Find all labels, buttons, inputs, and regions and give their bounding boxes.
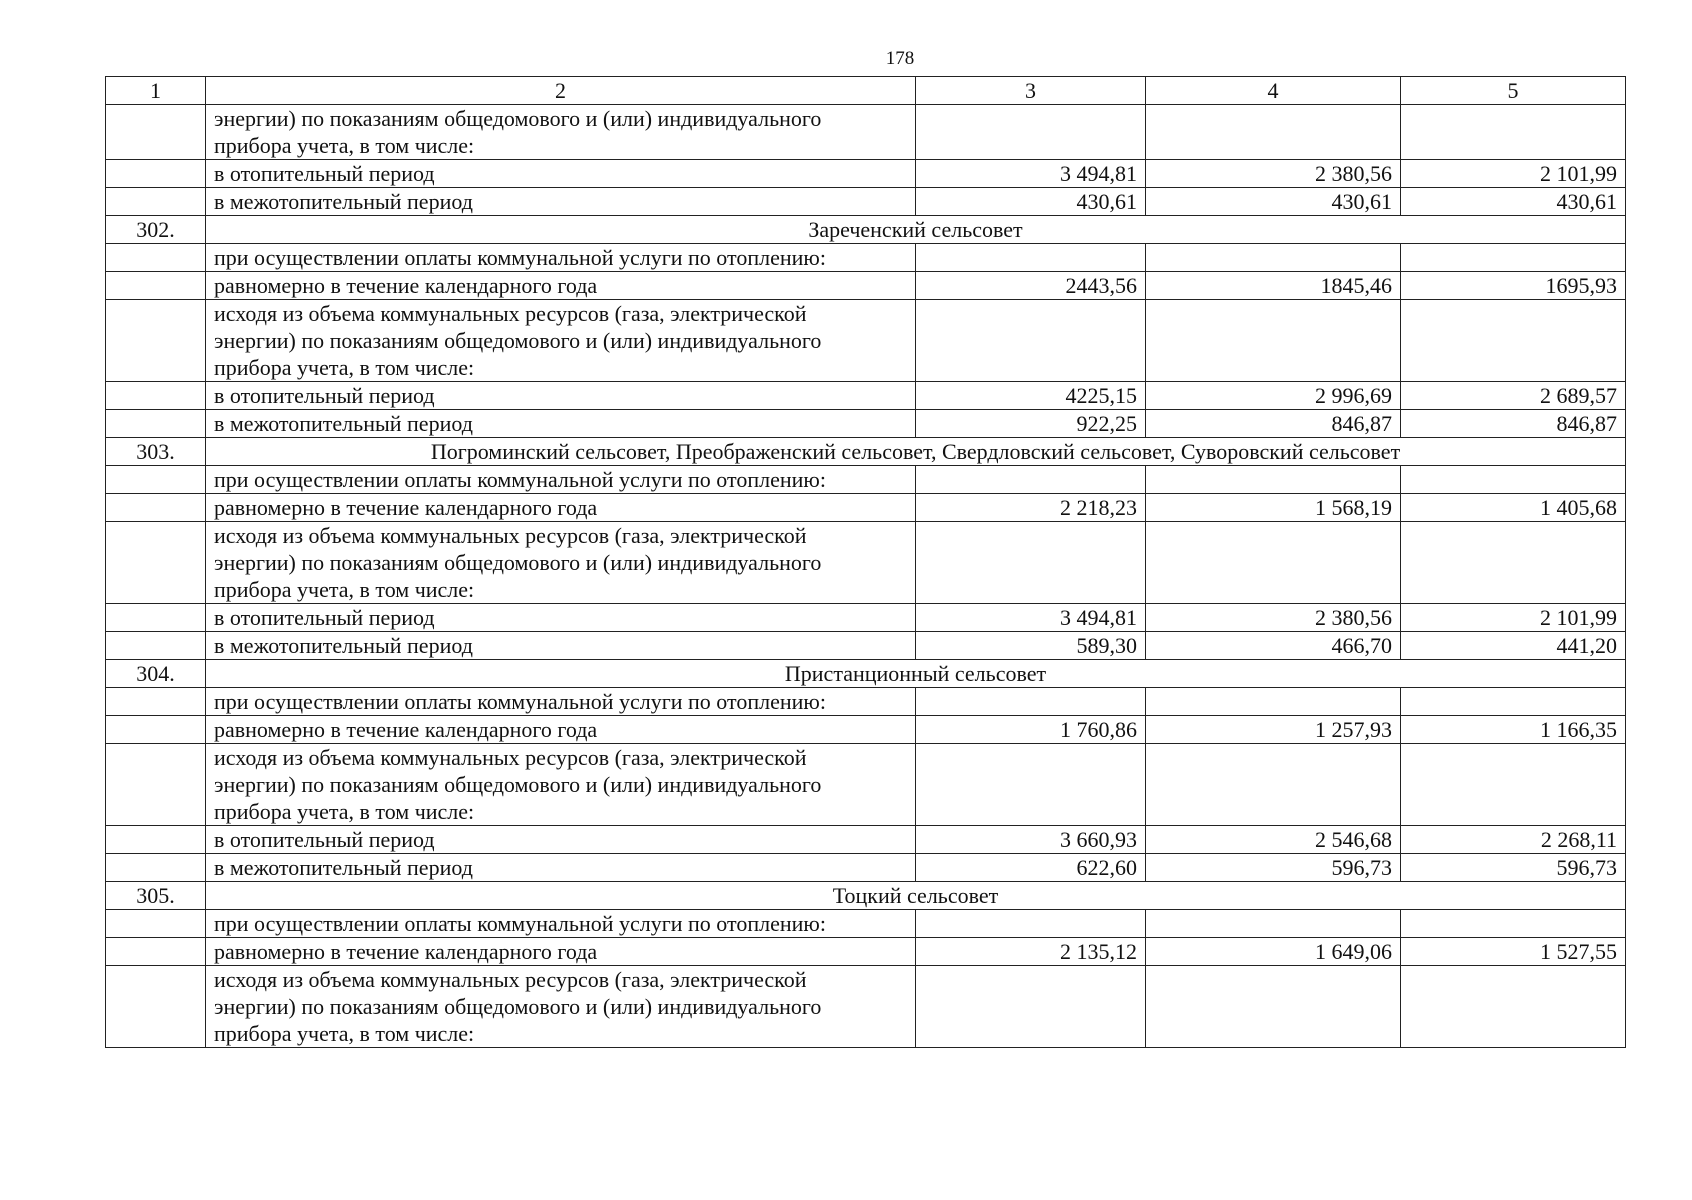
empty-number-cell <box>106 272 206 300</box>
row-label: в межотопительный период <box>206 854 916 882</box>
value-col5: 1 527,55 <box>1401 938 1626 966</box>
table-row <box>106 105 1626 160</box>
row-description <box>206 105 916 160</box>
empty-value-cell-col3 <box>916 966 1146 1048</box>
empty-number-cell <box>106 244 206 272</box>
description-line: энергии) по показаниям общедомового и (или) индивидуального <box>214 550 822 575</box>
section-title: Зареченский сельсовет <box>206 216 1626 244</box>
value-col4: 2 380,56 <box>1146 160 1401 188</box>
section-number: 305. <box>106 882 206 910</box>
table-row <box>106 744 1626 826</box>
description-line: прибора учета, в том числе: <box>214 133 475 158</box>
table-row <box>106 188 1626 216</box>
row-description <box>206 744 916 826</box>
value-col3: 2 218,23 <box>916 494 1146 522</box>
value-col5: 430,61 <box>1401 188 1626 216</box>
description-line: энергии) по показаниям общедомового и (или) индивидуального <box>214 772 822 797</box>
table-row <box>106 660 1626 688</box>
empty-number-cell <box>106 632 206 660</box>
empty-number-cell <box>106 966 206 1048</box>
value-col5: 1 405,68 <box>1401 494 1626 522</box>
table-row <box>106 300 1626 382</box>
empty-value-cell-col3 <box>916 522 1146 604</box>
value-col4: 1 568,19 <box>1146 494 1401 522</box>
value-col4: 2 546,68 <box>1146 826 1401 854</box>
value-col5: 2 268,11 <box>1401 826 1626 854</box>
empty-value-cell-col4 <box>1146 244 1401 272</box>
section-number: 304. <box>106 660 206 688</box>
table-row <box>106 826 1626 854</box>
description-line: прибора учета, в том числе: <box>214 577 475 602</box>
empty-value-cell-col3 <box>916 910 1146 938</box>
empty-value-cell-col4 <box>1146 910 1401 938</box>
empty-value-cell-col5 <box>1401 300 1626 382</box>
row-label: в межотопительный период <box>206 410 916 438</box>
value-col5: 846,87 <box>1401 410 1626 438</box>
table-row <box>106 522 1626 604</box>
value-col3: 4225,15 <box>916 382 1146 410</box>
description-line: при осуществлении оплаты коммунальной услуги по отоплению: <box>214 689 826 714</box>
empty-number-cell <box>106 826 206 854</box>
empty-number-cell <box>106 938 206 966</box>
row-description <box>206 522 916 604</box>
column-header-3: 3 <box>916 77 1146 105</box>
table-row <box>106 910 1626 938</box>
description-line: прибора учета, в том числе: <box>214 799 475 824</box>
empty-number-cell <box>106 854 206 882</box>
tariff-table <box>105 76 1626 1048</box>
empty-value-cell-col4 <box>1146 105 1401 160</box>
empty-number-cell <box>106 188 206 216</box>
section-number: 303. <box>106 438 206 466</box>
description-line: энергии) по показаниям общедомового и (или) индивидуального <box>214 328 822 353</box>
empty-number-cell <box>106 160 206 188</box>
row-label: в отопительный период <box>206 382 916 410</box>
value-col5: 2 101,99 <box>1401 160 1626 188</box>
value-col4: 466,70 <box>1146 632 1401 660</box>
row-description <box>206 966 916 1048</box>
table-row <box>106 938 1626 966</box>
tariff-table-body <box>106 77 1626 1048</box>
empty-value-cell-col3 <box>916 688 1146 716</box>
empty-number-cell <box>106 466 206 494</box>
value-col4: 596,73 <box>1146 854 1401 882</box>
empty-value-cell-col5 <box>1401 688 1626 716</box>
table-row <box>106 216 1626 244</box>
empty-number-cell <box>106 910 206 938</box>
empty-value-cell-col4 <box>1146 966 1401 1048</box>
row-label: равномерно в течение календарного года <box>206 938 916 966</box>
table-row <box>106 438 1626 466</box>
value-col3: 3 660,93 <box>916 826 1146 854</box>
value-col4: 846,87 <box>1146 410 1401 438</box>
empty-value-cell-col5 <box>1401 910 1626 938</box>
section-number: 302. <box>106 216 206 244</box>
table-row <box>106 466 1626 494</box>
section-title: Погроминский сельсовет, Преображенский сельсовет, Свердловский сельсовет, Суворовский сельсовет <box>206 438 1626 466</box>
empty-number-cell <box>106 604 206 632</box>
table-row <box>106 160 1626 188</box>
empty-value-cell-col3 <box>916 300 1146 382</box>
section-title: Пристанционный сельсовет <box>206 660 1626 688</box>
value-col3: 622,60 <box>916 854 1146 882</box>
empty-number-cell <box>106 744 206 826</box>
empty-value-cell-col5 <box>1401 744 1626 826</box>
table-row <box>106 244 1626 272</box>
value-col4: 1845,46 <box>1146 272 1401 300</box>
empty-value-cell-col3 <box>916 466 1146 494</box>
value-col5: 441,20 <box>1401 632 1626 660</box>
empty-value-cell-col5 <box>1401 966 1626 1048</box>
column-header-1: 1 <box>106 77 206 105</box>
row-label: в межотопительный период <box>206 188 916 216</box>
value-col4: 1 257,93 <box>1146 716 1401 744</box>
row-description <box>206 300 916 382</box>
value-col3: 1 760,86 <box>916 716 1146 744</box>
section-title: Тоцкий сельсовет <box>206 882 1626 910</box>
empty-number-cell <box>106 716 206 744</box>
table-row <box>106 966 1626 1048</box>
empty-number-cell <box>106 105 206 160</box>
row-description <box>206 244 916 272</box>
row-label: равномерно в течение календарного года <box>206 494 916 522</box>
value-col3: 430,61 <box>916 188 1146 216</box>
value-col3: 2 135,12 <box>916 938 1146 966</box>
row-label: в отопительный период <box>206 160 916 188</box>
row-description <box>206 688 916 716</box>
value-col3: 922,25 <box>916 410 1146 438</box>
description-line: исходя из объема коммунальных ресурсов (газа, электрической <box>214 301 807 326</box>
description-line: энергии) по показаниям общедомового и (или) индивидуального <box>214 994 822 1019</box>
description-line: исходя из объема коммунальных ресурсов (газа, электрической <box>214 745 807 770</box>
value-col3: 2443,56 <box>916 272 1146 300</box>
value-col5: 2 101,99 <box>1401 604 1626 632</box>
empty-value-cell-col3 <box>916 744 1146 826</box>
empty-number-cell <box>106 300 206 382</box>
table-row <box>106 494 1626 522</box>
value-col3: 3 494,81 <box>916 604 1146 632</box>
value-col5: 2 689,57 <box>1401 382 1626 410</box>
empty-number-cell <box>106 382 206 410</box>
empty-number-cell <box>106 410 206 438</box>
row-label: равномерно в течение календарного года <box>206 272 916 300</box>
description-line: при осуществлении оплаты коммунальной услуги по отоплению: <box>214 467 826 492</box>
column-header-4: 4 <box>1146 77 1401 105</box>
table-row <box>106 410 1626 438</box>
column-header-5: 5 <box>1401 77 1626 105</box>
table-row <box>106 882 1626 910</box>
empty-value-cell-col5 <box>1401 522 1626 604</box>
description-line: прибора учета, в том числе: <box>214 1021 475 1046</box>
empty-value-cell-col3 <box>916 105 1146 160</box>
description-line: при осуществлении оплаты коммунальной услуги по отоплению: <box>214 911 826 936</box>
value-col4: 430,61 <box>1146 188 1401 216</box>
description-line: при осуществлении оплаты коммунальной услуги по отоплению: <box>214 245 826 270</box>
column-header-2: 2 <box>206 77 916 105</box>
empty-value-cell-col3 <box>916 244 1146 272</box>
table-row <box>106 716 1626 744</box>
value-col3: 589,30 <box>916 632 1146 660</box>
table-row <box>106 604 1626 632</box>
description-line: энергии) по показаниям общедомового и (или) индивидуального <box>214 106 822 131</box>
value-col5: 1 166,35 <box>1401 716 1626 744</box>
value-col4: 2 996,69 <box>1146 382 1401 410</box>
row-label: равномерно в течение календарного года <box>206 716 916 744</box>
empty-number-cell <box>106 494 206 522</box>
empty-value-cell-col4 <box>1146 744 1401 826</box>
row-label: в отопительный период <box>206 604 916 632</box>
value-col5: 596,73 <box>1401 854 1626 882</box>
value-col3: 3 494,81 <box>916 160 1146 188</box>
empty-number-cell <box>106 688 206 716</box>
empty-value-cell-col4 <box>1146 300 1401 382</box>
table-row <box>106 632 1626 660</box>
description-line: исходя из объема коммунальных ресурсов (газа, электрической <box>214 523 807 548</box>
description-line: прибора учета, в том числе: <box>214 355 475 380</box>
table-row <box>106 688 1626 716</box>
table-row <box>106 272 1626 300</box>
empty-value-cell-col4 <box>1146 466 1401 494</box>
value-col4: 1 649,06 <box>1146 938 1401 966</box>
row-description <box>206 910 916 938</box>
empty-number-cell <box>106 522 206 604</box>
table-row <box>106 382 1626 410</box>
empty-value-cell-col5 <box>1401 105 1626 160</box>
empty-value-cell-col4 <box>1146 688 1401 716</box>
row-label: в отопительный период <box>206 826 916 854</box>
page-number: 178 <box>885 48 915 69</box>
description-line: исходя из объема коммунальных ресурсов (газа, электрической <box>214 967 807 992</box>
row-label: в межотопительный период <box>206 632 916 660</box>
table-row <box>106 854 1626 882</box>
empty-value-cell-col5 <box>1401 466 1626 494</box>
value-col5: 1695,93 <box>1401 272 1626 300</box>
value-col4: 2 380,56 <box>1146 604 1401 632</box>
column-number-row <box>106 77 1626 105</box>
empty-value-cell-col4 <box>1146 522 1401 604</box>
empty-value-cell-col5 <box>1401 244 1626 272</box>
row-description <box>206 466 916 494</box>
